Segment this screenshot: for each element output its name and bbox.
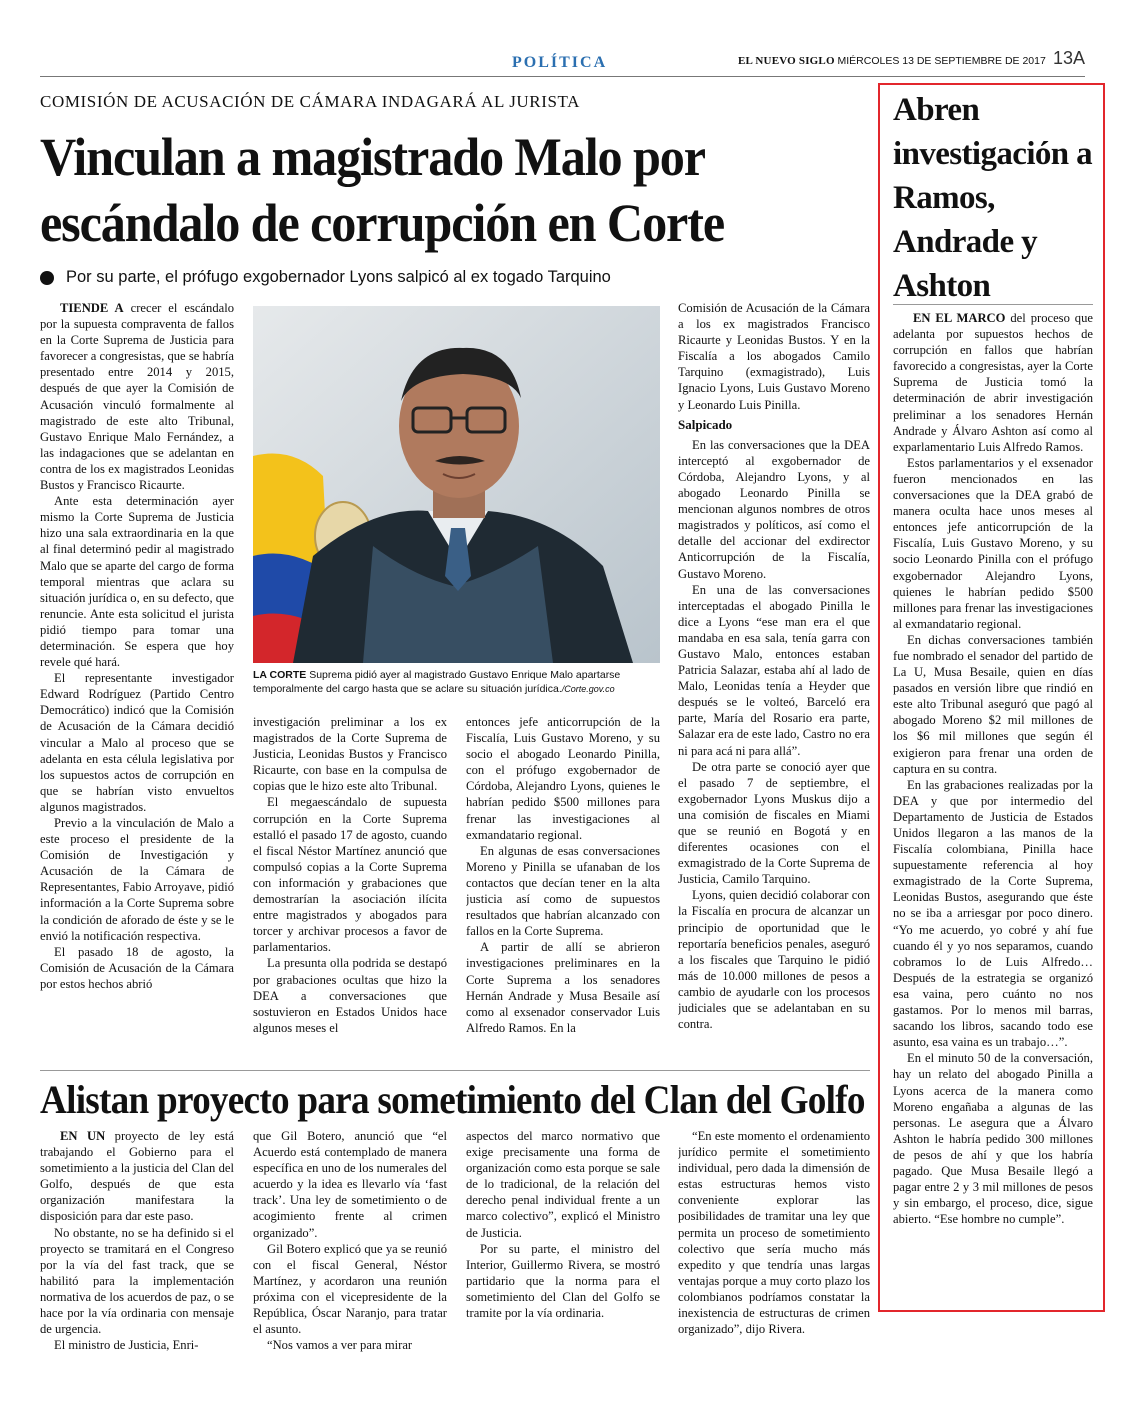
- page-number: 13A: [1053, 48, 1086, 68]
- paragraph: investigación preliminar a los ex magistrados de la Corte Suprema de Justicia, Leonidas Bustos y Francisco Ricaurte, con base en la compulsa de copias que le hizo este alto Tribunal.: [253, 715, 447, 794]
- sidebar-headline: Abren investigación a Ramos, Andrade y Ashton: [893, 92, 1093, 304]
- paragraph: En las grabaciones realizadas por la DEA y que por intermedio del Departamento de Justicia de Estados Unidos llegaron a las manos de la Fiscalía colombiana, Pinilla hace supuestamente referencia al hoy exmagistrado de la Corte Suprema, Leonidas Bustos, asegurando que éste no se iba a arriesgar por poco dinero. “Yo me acuerdo, yo cobré y ahí fue cuando él y yo nos separamos, cuando cobramos lo de Luis Alfredo… Después de la estrategia se organizó esa vaina, pero cuánto no nos gastamos. Por lo menos mil barras, sacando los libros, sacando todo ese asunto, esa vaina es un trabajo…”.: [893, 777, 1093, 1050]
- paragraph: En dichas conversaciones también fue nombrado el senador del partido de La U, Musa Besaile, quien en días pasados en versión libre que rindió en este alto Tribunal aseguró que pagó al abogado Moreno $2 mil millones de los $6 mil millones que según él exigieron para frenar una orden de captura en su contra.: [893, 632, 1093, 776]
- paragraph: De otra parte se conoció ayer que el pasado 7 de septiembre, el exgobernador Lyons Muskus dijo a una comisión de fiscales en Miami que se reunió en Bogotá y en diferentes ocasiones con el exmagistrado de la Corte Suprema de Justicia, Camilo Tarquino.: [678, 759, 870, 887]
- paragraph: “En este momento el ordenamiento jurídico permite el sometimiento individual, pero dada la dimensión de estas estructuras hemos visto conveniente explorar las posibilidades de tramitar una ley que permita un proceso de sometimiento colectivo que sería mucho más expedito y que tendría unas largas ventajas porque a muy corto plazo los colombianos podríamos constatar la inexistencia de estructuras de crimen organizado”, dijo Rivera.: [678, 1129, 870, 1337]
- main-column-3: [466, 714, 660, 1062]
- paragraph: En algunas de esas conversaciones Moreno y Pinilla se ufanaban de los contactos que decían tener en la alta justicia así como de supuestos resultados que habrían alcanzado con fallos en la Corte Suprema.: [466, 843, 660, 939]
- paragraph: aspectos del marco normativo que exige precisamente una forma de organización como esta porque se sale de lo tradicional, de la relación del derecho penal individual frente a un marco colectivo”, explicó el Ministro de Justicia.: [466, 1129, 660, 1240]
- kicker: COMISIÓN DE ACUSACIÓN DE CÁMARA INDAGARÁ AL JURISTA: [40, 92, 581, 111]
- paragraph: Previo a la vinculación de Malo a este proceso el presidente de la Comisión de Investigación y Acusación de la Cámara de Representantes, Fabio Arroyave, pidió información a la Corte Suprema sobre la condición de aforado de éste y se le envió la notificación respectiva.: [40, 816, 234, 943]
- caption-text: Suprema pidió ayer al magistrado Gustavo Enrique Malo apartarse temporalmente del cargo hasta que se aclare su situación jurídica.: [253, 669, 621, 695]
- bullet-icon: [40, 271, 54, 285]
- section-subtitle: Salpicado: [678, 416, 733, 432]
- paragraph: “Nos vamos a ver para mirar: [267, 1338, 413, 1353]
- paragraph: A partir de allí se abrieron investigaciones preliminares en la Corte Suprema a los senadores Hernán Andrade y Musa Besaile así como al exsenador conservador Luis Alfredo Ramos. En la: [466, 940, 660, 1035]
- second-column-2: [253, 1128, 447, 1360]
- main-column-1: [40, 300, 234, 1062]
- paragraph: EN UN proyecto de ley está trabajando el Gobierno para el sometimiento a la justicia del Clan del Golfo, después de que esta organización manifestara la disposición para dar este paso.: [40, 1129, 234, 1224]
- main-headline: Vinculan a magistrado Malo por escándalo de corrupción en Corte: [40, 127, 725, 253]
- paragraph: Ante esta determinación ayer mismo la Corte Suprema de Justicia hizo una sala extraordinaria en la que al final determinó pedir al magistrado Malo que se aparte del cargo de forma temporal mientras que aclara su situación jurídica o, en su defecto, que renuncie. Ante esta solicitud el jurista pidió tiempo para tomar una determinación. Se espera que hoy revele qué hará.: [40, 494, 234, 670]
- second-column-1: [40, 1128, 234, 1360]
- paragraph: EN EL MARCO del proceso que adelanta por supuestos hechos de corrupción en fallos que habrían favorecido a congresistas, ayer la Corte Suprema de Justicia tomó la determinación de abrir investigación preliminar a los senadores Hernán Andrade y Álvaro Ashton así como al exparlamentario Luis Alfredo Ramos.: [893, 311, 1093, 454]
- paragraph: Lyons, quien decidió colaborar con la Fiscalía en procura de alcanzar un principio de oportunidad que le reportaría beneficios penales, aseguró a los fiscales que Tarquino le pidió más de 10.000 millones de pesos a cambio de ayudarle con los procesos judiciales que se adelantaban en su contra.: [678, 888, 870, 1032]
- photo-credit: /Corte.gov.co: [561, 684, 615, 694]
- photo-caption: [253, 668, 663, 696]
- lead-in: EN UN: [60, 1129, 106, 1143]
- paragraph: El pasado 18 de agosto, la Comisión de Acusación de la Cámara por estos hechos abrió: [40, 944, 234, 991]
- header-rule: [40, 76, 1085, 77]
- section-name: POLÍTICA: [512, 54, 608, 71]
- main-column-2: [253, 714, 447, 1062]
- paragraph: La presunta olla podrida se destapó por grabaciones ocultas que hizo la DEA a conversaciones que sostuvieron en Estados Unidos hace algunos meses el: [253, 956, 447, 1035]
- paragraph: TIENDE A crecer el escándalo por la supuesta compraventa de fallos en la Corte Suprema de Justicia para favorecer a congresistas, que se habría presentado entre 2014 y 2015, después de que ayer la Comisión de Acusación vinculó formalmente al magistrado de este alto Tribunal, Gustavo Enrique Malo Fernández, a las indagaciones que se adelantan en contra de los ex magistrados Leonidas Bustos y Francisco Ricaurte.: [40, 301, 234, 493]
- publication-date: MIÉRCOLES 13 DE SEPTIEMBRE DE 2017: [837, 55, 1046, 67]
- paragraph: En las conversaciones que la DEA interceptó al exgobernador de Córdoba, Alejandro Lyons, y al abogado Leonardo Pinilla se mencionan algunos nombres de otros magistrados y políticos, así como el detalle del accionar del exdirector Anticorrupción de la Fiscalía, Gustavo Moreno.: [678, 437, 870, 581]
- subhead-text: Por su parte, el prófugo exgobernador Lyons salpicó al ex togado Tarquino: [66, 268, 611, 286]
- paragraph: que Gil Botero, anunció que “el Acuerdo está contemplado de manera específica en uno de los numerales del acuerdo y la idea es llevarlo vía ‘fast track’. Una ley de sometimiento o de acogimiento frente al crimen organizado”.: [253, 1129, 447, 1240]
- lead-in: TIENDE A: [60, 301, 124, 315]
- second-headline: Alistan proyecto para sometimiento del Clan del Golfo: [40, 1077, 865, 1122]
- paragraph: Estos parlamentarios y el exsenador fueron mencionados en las conversaciones que la DEA grabó de manera oculta hace unos meses al entonces jefe anticorrupción de la Fiscalía, Luis Gustavo Moreno, y su socio Leonardo Pinilla con el prófugo exgobernador Alejandro Lyons, quienes le habrían pedido $500 millones para frenar las investigaciones al exmandatario regional.: [893, 455, 1093, 631]
- main-column-4: [678, 300, 870, 1062]
- caption-lead: LA CORTE: [253, 669, 307, 681]
- paragraph: En una de las conversaciones interceptadas el abogado Pinilla le dice a Lyons “ese man era el que mandaba en esa sala, tenía garra con Gustavo Malo, entonces estaban Patricia Salazar, estaba ahí al lado de Malo, Leonidas tenía a Heyder que después se le volteó, Barceló era parte, María del Rosario era parte, Salazar era de este lado, Castro no era ni para acá ni para allá”.: [678, 582, 870, 758]
- paragraph: Comisión de Acusación de la Cámara a los ex magistrados Francisco Ricaurte y Leonidas Bustos. Y en la Fiscalía a los abogados Camilo Tarquino (exmagistrado), Luis Ignacio Lyons, Luis Gustavo Moreno y Leonardo Luis Pinilla.: [678, 301, 870, 412]
- story-divider: [40, 1070, 870, 1071]
- sidebar-rule: [893, 304, 1093, 305]
- paragraph: El representante investigador Edward Rodríguez (Partido Centro Democrático) indicó que la Comisión de Acusación de la Cámara decidió vincular a Malo al proceso que se adelanta en esta célula legislativa por los supuestos actos de corrupción en que se habrían visto envueltos algunos magistrados.: [40, 671, 234, 814]
- paragraph: El ministro de Justicia, Enri-: [54, 1338, 199, 1353]
- masthead: [738, 55, 1046, 67]
- paragraph: El megaescándalo de supuesta corrupción en la Corte Suprema estalló el pasado 17 de agosto, cuando el fiscal Néstor Martínez anunció que compulsó copias a la Corte Suprema con información y grabaciones que demostrarían la asociación ilícita entre magistrados y abogados para torcer y archivar procesos a favor de parlamentarios.: [253, 795, 447, 955]
- portrait-image: [253, 306, 660, 663]
- paragraph: Gil Botero explicó que ya se reunió con el fiscal General, Néstor Martínez, y acordaron una reunión próxima con el vicepresidente de la República, Óscar Naranjo, para tratar el asunto.: [253, 1241, 447, 1337]
- paragraph: entonces jefe anticorrupción de la Fiscalía, Luis Gustavo Moreno, y su socio el abogado Leonardo Pinilla, con el prófugo exgobernador de Córdoba, Alejandro Lyons, quienes le habrían pedido $500 millones para frenar las investigaciones al exmandatario regional.: [466, 715, 660, 842]
- subhead: [40, 268, 611, 287]
- paragraph: Por su parte, el ministro del Interior, Guillermo Rivera, se mostró partidario que la norma para el sometimiento del Clan del Golfo se tramite por la vía ordinaria.: [466, 1241, 660, 1321]
- lead-in: EN EL MARCO: [913, 311, 1006, 325]
- magistrate-photo: [253, 306, 660, 663]
- second-column-3: [466, 1128, 660, 1360]
- newspaper-name: EL NUEVO SIGLO: [738, 55, 835, 67]
- paragraph: No obstante, no se ha definido si el proyecto se tramitará en el Congreso por la vía del fast track, que se habilitó para la implementación normativa de los acuerdos de paz, o se hace por la vía ordinaria con mensaje de urgencia.: [40, 1225, 234, 1337]
- sidebar-column: [893, 310, 1093, 1306]
- paragraph: En el minuto 50 de la conversación, hay un relato del abogado Pinilla a Lyons acerca de la manera como Moreno engañaba a algunas de las personas. Le asegura que a Álvaro Ashton le habría pedido 300 millones de pesos de ahí y que los habría pagado. Que Musa Besaile llegó a pagar entre 2 y 3 mil millones de pesos y sin embargo, el proceso, dice, sigue abierto. “Ese hombre no cumple”.: [893, 1051, 1093, 1227]
- second-column-4: [678, 1128, 870, 1360]
